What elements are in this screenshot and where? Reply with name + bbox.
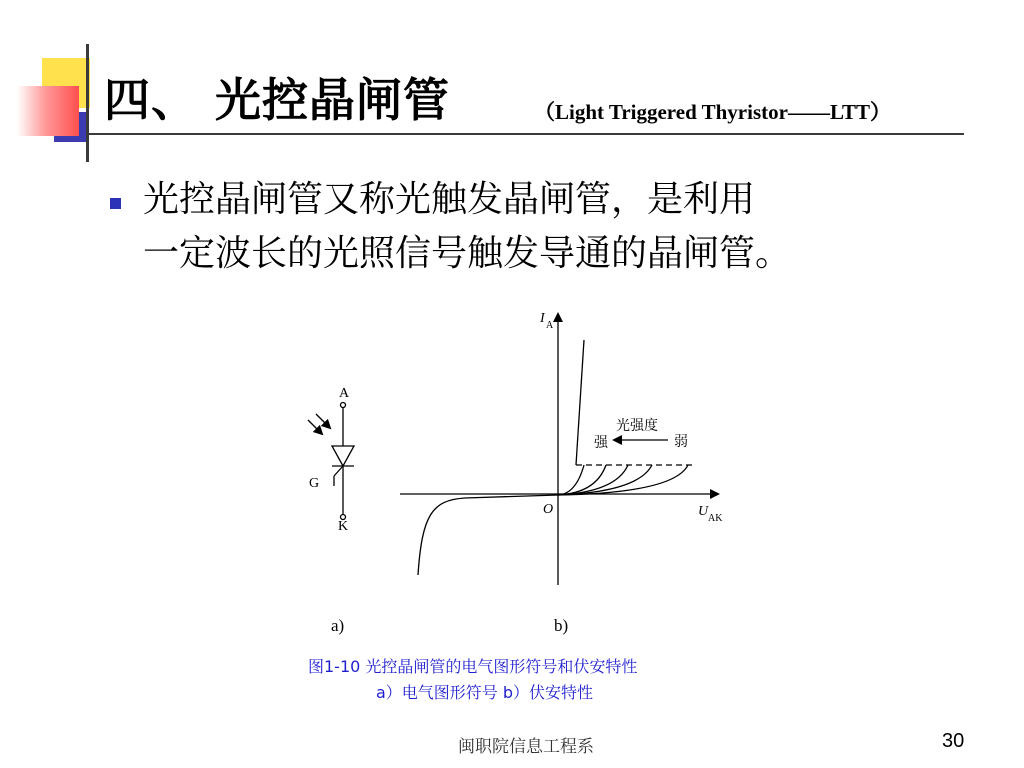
- figure-caption-line-2: a）电气图形符号 b）伏安特性: [376, 683, 594, 702]
- title-vertical-rule: [86, 44, 89, 162]
- light-intensity-label: 光强度: [616, 418, 658, 434]
- thyristor-figure: [290, 300, 750, 645]
- page-number: 30: [942, 730, 965, 752]
- figure-caption-line-1: 图1-10 光控晶闸管的电气图形符号和伏安特性: [308, 657, 638, 676]
- symbol-tag: a): [331, 616, 345, 635]
- cathode-label: K: [338, 519, 349, 534]
- title-underline: [88, 133, 964, 135]
- on-state-line: [576, 340, 584, 465]
- ltt-symbol: [308, 403, 354, 520]
- strong-label: 强: [594, 435, 608, 451]
- x-axis-label: U: [698, 504, 709, 519]
- deco-red-square: [17, 86, 79, 136]
- iv-characteristic: [400, 314, 718, 585]
- gate-label: G: [309, 476, 320, 491]
- bullet-square-icon: [110, 198, 121, 209]
- x-axis-sub: AK: [708, 513, 723, 524]
- body-text-line-1: 光控晶闸管又称光触发晶闸管，是利用: [143, 179, 756, 220]
- slide-subtitle: （Light Triggered Thyristor——LTT）: [534, 100, 892, 124]
- diode-triangle: [332, 446, 354, 466]
- y-axis-sub: A: [546, 320, 554, 331]
- anode-label: A: [339, 386, 350, 401]
- characteristic-tag: b): [554, 616, 569, 635]
- origin-label: O: [543, 502, 554, 517]
- anode-terminal: [341, 403, 346, 408]
- y-axis-label: I: [540, 311, 545, 326]
- gate-lead: [334, 466, 343, 476]
- body-text-line-2: 一定波长的光照信号触发导通的晶闸管。: [143, 233, 792, 274]
- light-arrows-icon: [308, 414, 330, 434]
- reverse-curve: [418, 495, 558, 575]
- weak-label: 弱: [674, 434, 688, 450]
- footer-organization: 闽职院信息工程系: [458, 737, 594, 757]
- slide-title: 四、 光控晶闸管: [104, 73, 451, 127]
